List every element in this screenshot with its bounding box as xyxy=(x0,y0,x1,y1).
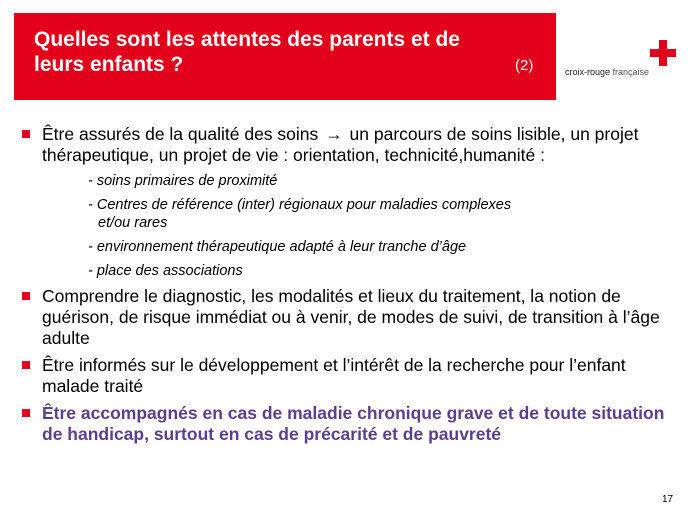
bullet-item-2: Comprendre le diagnostic, les modalités et lieux du traitement, la notion de guérison, de risque immédiat ou à venir, de modes de suivi, de transition à l’âge adulte xyxy=(20,286,670,349)
page-number: 17 xyxy=(662,494,674,505)
sub-item: - environnement thérapeutique adapté à leur tranche d’âge xyxy=(88,239,467,255)
bullet-item-4: Être accompagnés en cas de maladie chronique grave et de toute situation de handicap, surtout en cas de précarité et de pauvreté xyxy=(20,403,670,445)
logo-text: croix-rouge française xyxy=(565,67,650,77)
slide-title: Quelles sont les attentes des parents et de leurs enfants ? xyxy=(34,28,460,76)
sub-item: - place des associations xyxy=(88,263,243,279)
bullet-square-icon xyxy=(22,130,30,138)
bullet-square-icon xyxy=(22,361,30,369)
red-cross-icon xyxy=(650,40,676,66)
sub-item: - soins primaires de proximité xyxy=(88,173,278,189)
croix-rouge-logo xyxy=(565,40,675,85)
slide-title-number: (2) xyxy=(515,57,534,74)
bullet-square-icon xyxy=(22,292,30,300)
sub-item: - Centres de référence (inter) régionaux pour maladies complexes et/ou rares xyxy=(88,197,512,231)
bullet-item-1: Être assurés de la qualité des soins → un parcours de soins lisible, un projet thérapeutique, un projet de vie : orientation, technicité,humanité : xyxy=(20,124,670,166)
bullet-item-3: Être informés sur le développement et l’intérêt de la recherche pour l’enfant malade traité xyxy=(20,355,670,397)
right-arrow-icon: → xyxy=(325,124,343,144)
slide-content xyxy=(20,124,670,451)
bullet-square-icon xyxy=(22,409,30,417)
title-banner xyxy=(14,13,556,100)
